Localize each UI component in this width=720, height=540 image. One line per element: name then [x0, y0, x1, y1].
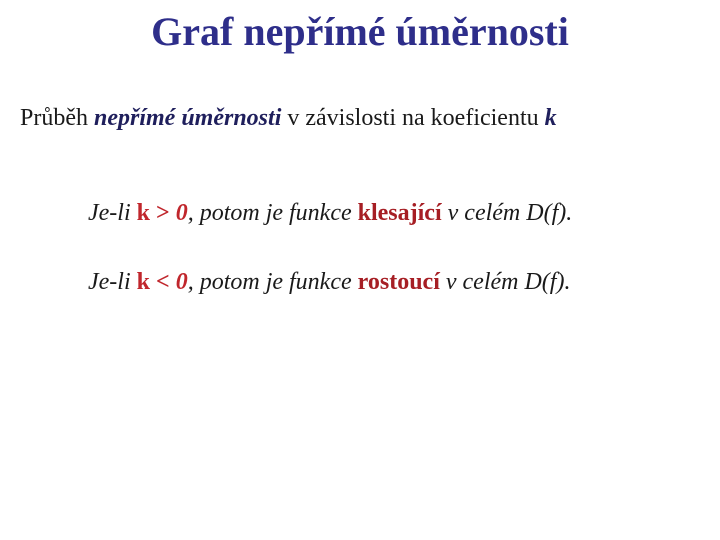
rule-middle: , potom je funkce [187, 269, 358, 295]
intro-text-middle: v závislosti na koeficientu [281, 105, 545, 131]
rule-positive-k [88, 197, 572, 229]
rule-behavior: klesající [357, 200, 442, 226]
rule-condition-operator: > [150, 200, 176, 226]
rule-condition-value: 0 [175, 269, 188, 295]
rule-prefix: Je-li [88, 269, 137, 295]
intro-emphasis: nepřímé úměrnosti [94, 105, 282, 131]
rule-condition-k: k [136, 269, 150, 295]
rule-condition-operator: < [150, 269, 176, 295]
intro-variable: k [544, 105, 557, 131]
rule-suffix: v celém D(f). [441, 200, 573, 226]
intro-text-before: Průběh [20, 105, 94, 131]
rule-condition-value: 0 [175, 200, 188, 226]
rule-negative-k [88, 266, 570, 298]
rule-behavior: rostoucí [357, 269, 440, 295]
rule-prefix: Je-li [88, 200, 137, 226]
rule-suffix: v celém D(f). [439, 269, 571, 295]
intro-paragraph [20, 102, 557, 134]
rule-middle: , potom je funkce [187, 200, 358, 226]
slide-title: Graf nepřímé úměrnosti [151, 9, 569, 54]
rule-condition-k: k [136, 200, 150, 226]
